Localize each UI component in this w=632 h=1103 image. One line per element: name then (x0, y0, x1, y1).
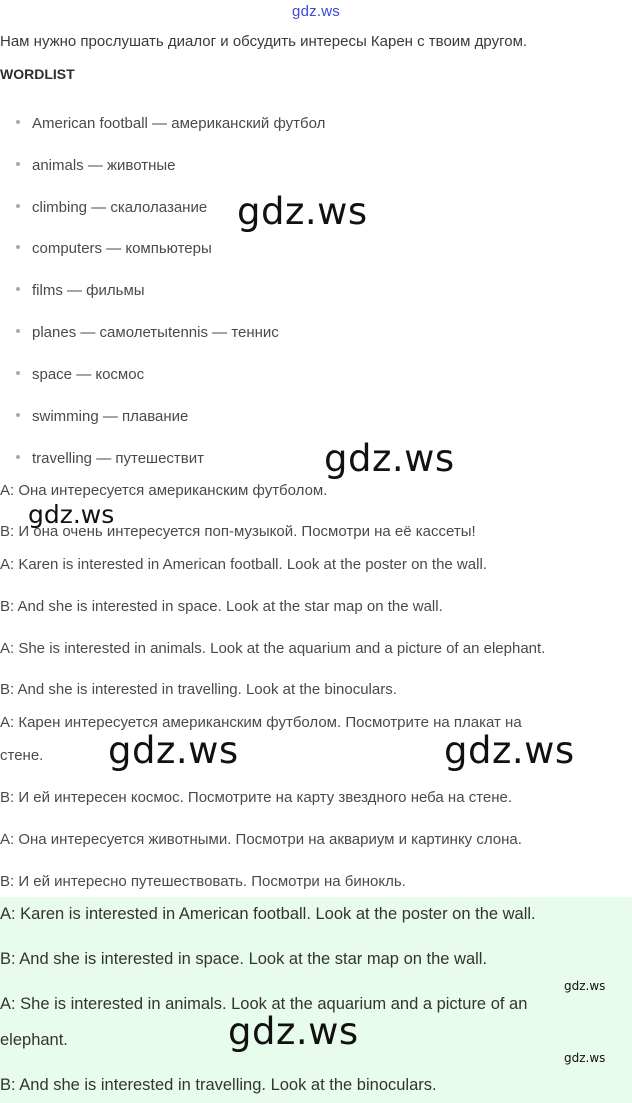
watermark: gdz.ws (564, 1051, 606, 1065)
dialogue-line: A: Она интересуется американским футболом. (0, 482, 328, 499)
list-item-text: swimming — плавание (32, 408, 189, 425)
watermark: gdz.ws (564, 979, 606, 993)
answer-line: B: And she is interested in space. Look at the star map on the wall. (0, 950, 488, 968)
dialogue-line: B: И она очень интересуется поп-музыкой. Посмотри на её кассеты! (0, 523, 476, 540)
list-item-text: travelling — путешествит (32, 450, 204, 467)
dialogue-line: A: Karen is interested in American football. Look at the poster on the wall. (0, 556, 487, 573)
dialogue-line: A: She is interested in animals. Look at the aquarium and a picture of an elephant. (0, 640, 546, 657)
watermark: gdz.ws (28, 500, 115, 529)
list-item (16, 324, 279, 341)
watermark: gdz.ws (108, 729, 239, 772)
header-watermark: gdz.ws (292, 3, 340, 20)
bullet-icon (16, 162, 20, 166)
watermark: gdz.ws (228, 1010, 359, 1053)
list-item (16, 240, 212, 257)
dialogue-line: B: And she is interested in travelling. Look at the binoculars. (0, 681, 397, 698)
list-item (16, 450, 204, 467)
dialogue-line: A: Она интересуется животными. Посмотри на аквариум и картинку слона. (0, 831, 522, 848)
watermark: gdz.ws (324, 437, 455, 480)
answer-line: B: And she is interested in travelling. Look at the binoculars. (0, 1076, 437, 1094)
list-item (16, 408, 188, 425)
list-item (16, 199, 207, 216)
bullet-icon (16, 455, 20, 459)
answer-line: A: Karen is interested in American football. Look at the poster on the wall. (0, 905, 536, 923)
watermark: gdz.ws (237, 190, 368, 233)
bullet-icon (16, 120, 20, 124)
intro-text: Нам нужно прослушать диалог и обсудить интересы Карен с твоим другом. (0, 33, 528, 50)
bullet-icon (16, 287, 20, 291)
list-item-text: computers — компьютеры (32, 240, 212, 257)
answer-line: elephant. (0, 1031, 68, 1049)
list-item (16, 115, 325, 132)
list-item (16, 282, 145, 299)
bullet-icon (16, 204, 20, 208)
dialogue-line: B: И ей интересен космос. Посмотрите на карту звездного неба на стене. (0, 789, 513, 806)
bullet-icon (16, 329, 20, 333)
answer-line: A: She is interested in animals. Look at the aquarium and a picture of an (0, 995, 528, 1013)
list-item-text: films — фильмы (32, 282, 145, 299)
list-item-text: planes — самолетыtennis — теннис (32, 324, 279, 341)
dialogue-line: B: And she is interested in space. Look at the star map on the wall. (0, 598, 443, 615)
list-item-text: space — космос (32, 366, 145, 383)
bullet-icon (16, 371, 20, 375)
list-item (16, 366, 144, 383)
dialogue-line: B: И ей интересно путешествовать. Посмотри на бинокль. (0, 873, 406, 890)
bullet-icon (16, 245, 20, 249)
bullet-icon (16, 413, 20, 417)
list-item-text: American football — американский футбол (32, 115, 326, 132)
list-item-text: climbing — скалолазание (32, 199, 208, 216)
watermark: gdz.ws (444, 729, 575, 772)
list-item-text: animals — животные (32, 157, 176, 174)
dialogue-line: стене. (0, 747, 44, 764)
dialogue-line: A: Карен интересуется американским футболом. Посмотрите на плакат на (0, 714, 522, 731)
wordlist-heading: WORDLIST (0, 66, 75, 82)
list-item (16, 157, 176, 174)
